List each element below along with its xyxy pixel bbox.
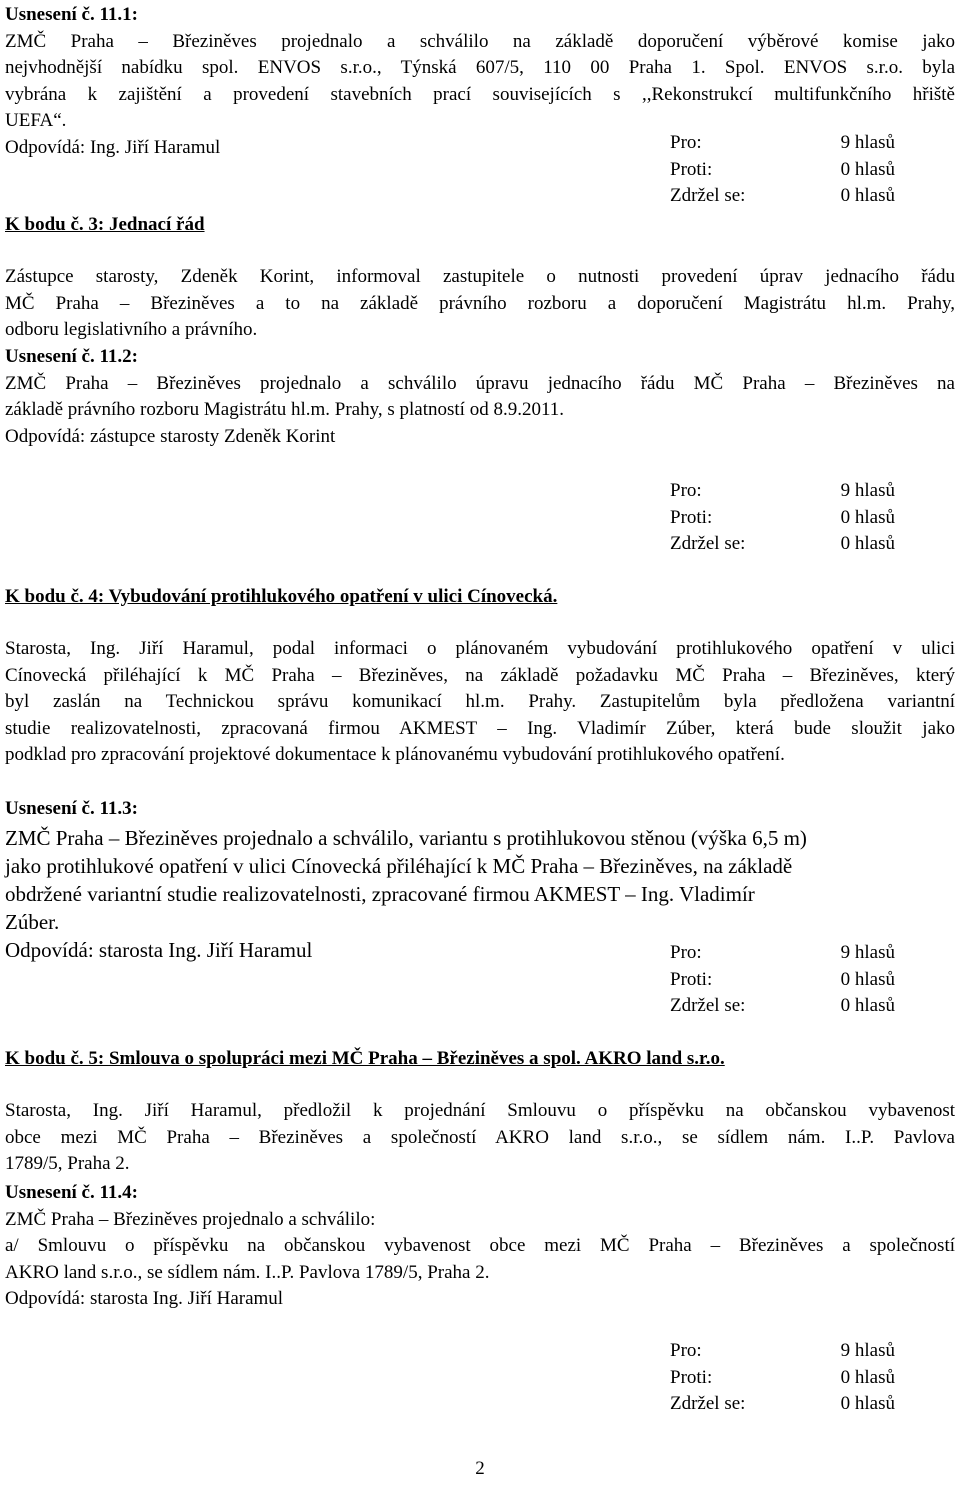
text-line: Zástupce starosty, Zdeněk Korint, informoval zastupitele o nutnosti provedení úprav jednacího řádu: [5, 266, 955, 287]
text-line: vybrána k zajištění a provedení stavebních prací souvisejících s ,,Rekonstrukcí multifunkčního hřiště: [5, 83, 955, 105]
vote-label: Proti:: [670, 968, 713, 990]
resolution-heading: Usnesení č. 11.1:: [5, 4, 138, 25]
vote-row-zdrzel: [670, 1391, 895, 1418]
text-line: obce mezi MČ Praha – Březiněves a společností AKRO land s.r.o., se sídlem nám. I..P. Pavlova: [5, 1126, 955, 1148]
text-line: AKRO land s.r.o., se sídlem nám. I..P. Pavlova 1789/5, Praha 2.: [5, 1261, 490, 1283]
vote-value: 9 hlasů: [840, 480, 895, 501]
vote-row-pro: [670, 130, 895, 157]
vote-row-proti: [670, 967, 895, 994]
text-line: UEFA“.: [5, 110, 67, 131]
agenda-item-5: [5, 1046, 955, 1073]
vote-value: 0 hlasů: [840, 506, 895, 528]
agenda-item-3: [5, 212, 955, 239]
vote-row-pro: [670, 940, 895, 967]
responsible-person: Odpovídá: starosta Ing. Jiří Haramul: [5, 1288, 284, 1309]
vote-value: 9 hlasů: [840, 942, 895, 963]
vote-label: Proti:: [670, 1366, 713, 1388]
vote-label: Zdržel se:: [670, 533, 746, 554]
text-line: Starosta, Ing. Jiří Haramul, podal informaci o plánovaném vybudování protihlukového opatření v ulici: [5, 638, 955, 659]
text-line: obdržené variantní studie realizovatelnosti, zpracované firmou AKMEST – Ing. Vladimír: [5, 882, 755, 906]
vote-value: 0 hlasů: [840, 533, 895, 554]
agenda-item-4: [5, 584, 955, 611]
vote-value: 0 hlasů: [840, 1366, 895, 1388]
text-line: ZMČ Praha – Březiněves projednalo a schválilo na základě doporučení výběrové komise jako: [5, 30, 955, 52]
item-heading: K bodu č. 3: Jednací řád: [5, 214, 205, 235]
text-line: odboru legislativního a právního.: [5, 319, 258, 340]
text-line: Zúber.: [5, 910, 60, 934]
vote-row-zdrzel: [670, 183, 895, 210]
vote-label: Pro:: [670, 1340, 702, 1361]
text-line: jako protihlukové opatření v ulici Cínovecká přiléhající k MČ Praha – Březiněves, na základě: [5, 854, 793, 878]
vote-value: 9 hlasů: [840, 132, 895, 153]
vote-value: 9 hlasů: [840, 1340, 895, 1361]
text-line: 1789/5, Praha 2.: [5, 1153, 130, 1174]
resolution-11-2: [5, 344, 955, 450]
text-line: Starosta, Ing. Jiří Haramul, předložil k projednání Smlouvu o příspěvku na občanskou vybavenost: [5, 1100, 955, 1121]
vote-value: 0 hlasů: [840, 968, 895, 990]
vote-row-zdrzel: [670, 531, 895, 558]
responsible-person: Odpovídá: starosta Ing. Jiří Haramul: [5, 938, 313, 962]
vote-row-pro: [670, 1338, 895, 1365]
vote-label: Proti:: [670, 506, 713, 528]
text-line: ZMČ Praha – Březiněves projednalo a schválilo:: [5, 1208, 376, 1230]
resolution-heading: Usnesení č. 11.2:: [5, 346, 138, 367]
text-line: nejvhodnější nabídku spol. ENVOS s.r.o., Týnská 607/5, 110 00 Praha 1. Spol. ENVOS s.r.o. byla: [5, 57, 955, 78]
text-line: podklad pro zpracování projektové dokumentace k plánovanému vybudování protihlukového opatření.: [5, 744, 785, 765]
vote-value: 0 hlasů: [840, 158, 895, 180]
vote-label: Pro:: [670, 480, 702, 501]
vote-label: Zdržel se:: [670, 995, 746, 1016]
vote-value: 0 hlasů: [840, 185, 895, 206]
vote-row-proti: [670, 505, 895, 532]
agenda-item-5-body: [5, 1098, 955, 1178]
vote-label: Pro:: [670, 942, 702, 963]
text-line: Cínovecká přiléhající k MČ Praha – Březiněves, na základě požadavku MČ Praha – Březiněves, který: [5, 664, 955, 686]
text-line: studie realizovatelnosti, zpracovaná firmou AKMEST – Ing. Vladimír Zúber, která bude sloužit jako: [5, 717, 955, 739]
vote-value: 0 hlasů: [840, 1393, 895, 1414]
vote-table: [670, 478, 895, 558]
vote-row-proti: [670, 1365, 895, 1392]
agenda-item-4-body: [5, 636, 955, 769]
text-line: MČ Praha – Březiněves a to na základě právního rozboru a doporučení Magistrátu hl.m. Prahy,: [5, 292, 955, 314]
responsible-person: Odpovídá: Ing. Jiří Haramul: [5, 136, 221, 158]
vote-label: Zdržel se:: [670, 1393, 746, 1414]
resolution-11-4: [5, 1180, 955, 1313]
resolution-heading: Usnesení č. 11.4:: [5, 1182, 138, 1203]
vote-label: Proti:: [670, 158, 713, 180]
page-number: 2: [475, 1458, 485, 1479]
vote-table: [670, 1338, 895, 1418]
vote-value: 0 hlasů: [840, 995, 895, 1016]
text-line: základě právního rozboru Magistrátu hl.m. Prahy, s platností od 8.9.2011.: [5, 399, 564, 420]
vote-row-proti: [670, 157, 895, 184]
vote-row-pro: [670, 478, 895, 505]
text-line: ZMČ Praha – Březiněves projednalo a schválilo úpravu jednacího řádu MČ Praha – Březiněves na: [5, 372, 955, 394]
text-line: a/ Smlouvu o příspěvku na občanskou vybavenost obce mezi MČ Praha – Březiněves a společností: [5, 1235, 955, 1256]
vote-label: Zdržel se:: [670, 185, 746, 206]
vote-label: Pro:: [670, 132, 702, 153]
resolution-heading: Usnesení č. 11.3:: [5, 798, 138, 819]
agenda-item-3-body: [5, 264, 955, 344]
item-heading: K bodu č. 4: Vybudování protihlukového opatření v ulici Cínovecká.: [5, 586, 558, 607]
text-line: byl zaslán na Technickou správu komunikací hl.m. Prahy. Zastupitelům byla předložena variantní: [5, 691, 955, 712]
resolution-11-3: [5, 796, 955, 823]
text-line: ZMČ Praha – Březiněves projednalo a schválilo, variantu s protihlukovou stěnou (výška 6,5 m): [5, 826, 807, 850]
vote-table: [670, 940, 895, 1020]
item-heading: K bodu č. 5: Smlouva o spolupráci mezi MČ Praha – Březiněves a spol. AKRO land s.r.o.: [5, 1048, 725, 1069]
vote-row-zdrzel: [670, 993, 895, 1020]
responsible-person: Odpovídá: zástupce starosty Zdeněk Korint: [5, 425, 336, 447]
vote-table: [670, 130, 895, 210]
